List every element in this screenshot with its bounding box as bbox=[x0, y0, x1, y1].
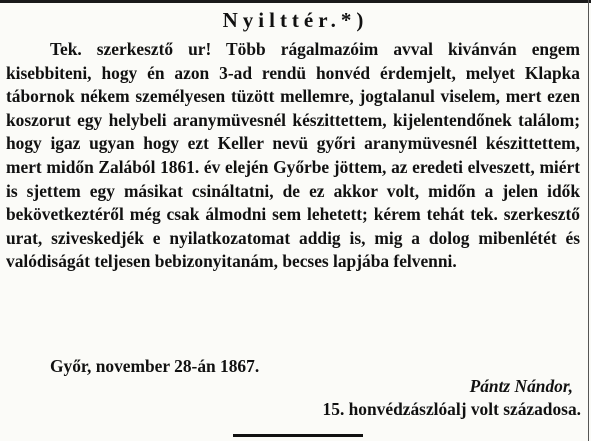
article-body bbox=[6, 38, 580, 274]
signature: Pántz Nándor, bbox=[469, 376, 573, 396]
body-paragraph: Tek. szerkesztő ur! Több rágalmazóim avval kivánván engem kisebbiteni, hogy én azon 3-ad rendü honvéd érdemjelt, melyet Klapka tábornok nékem személyesen tüzött mellemre, jogtalanul viselem, mert ezen koszorut egy helybeli aranymüvesnél készittettem, kijelentendőnek találom; hogy igaz ugyan hogy ezt Keller nevü győri aranymüvesnél készittettem, mert midőn Zalából 1861. év elején Győrbe jöttem, az eredeti elveszett, miért is sjettem egy másikat csináltatni, de ez akkor volt, midőn a jelen idők bekövetkeztéről még csak álmodni sem lehetett; kérem tehát tek. szerkesztő urat, sziveskedjék e nyilatkozatomat addig is, mig a dolog mibenlétét és valódiságát teljesen bebizonyitanám, becses lapjába felvenni. bbox=[6, 39, 580, 272]
place-date: Győr, november 28-án 1867. bbox=[50, 356, 260, 376]
article-title: Nyilttér.*) bbox=[222, 8, 369, 32]
top-rule bbox=[0, 0, 591, 3]
bottom-rule bbox=[233, 434, 363, 437]
signatory-rank: 15. honvédzászlóalj volt századosa. bbox=[322, 399, 581, 419]
column-rule bbox=[588, 0, 589, 441]
